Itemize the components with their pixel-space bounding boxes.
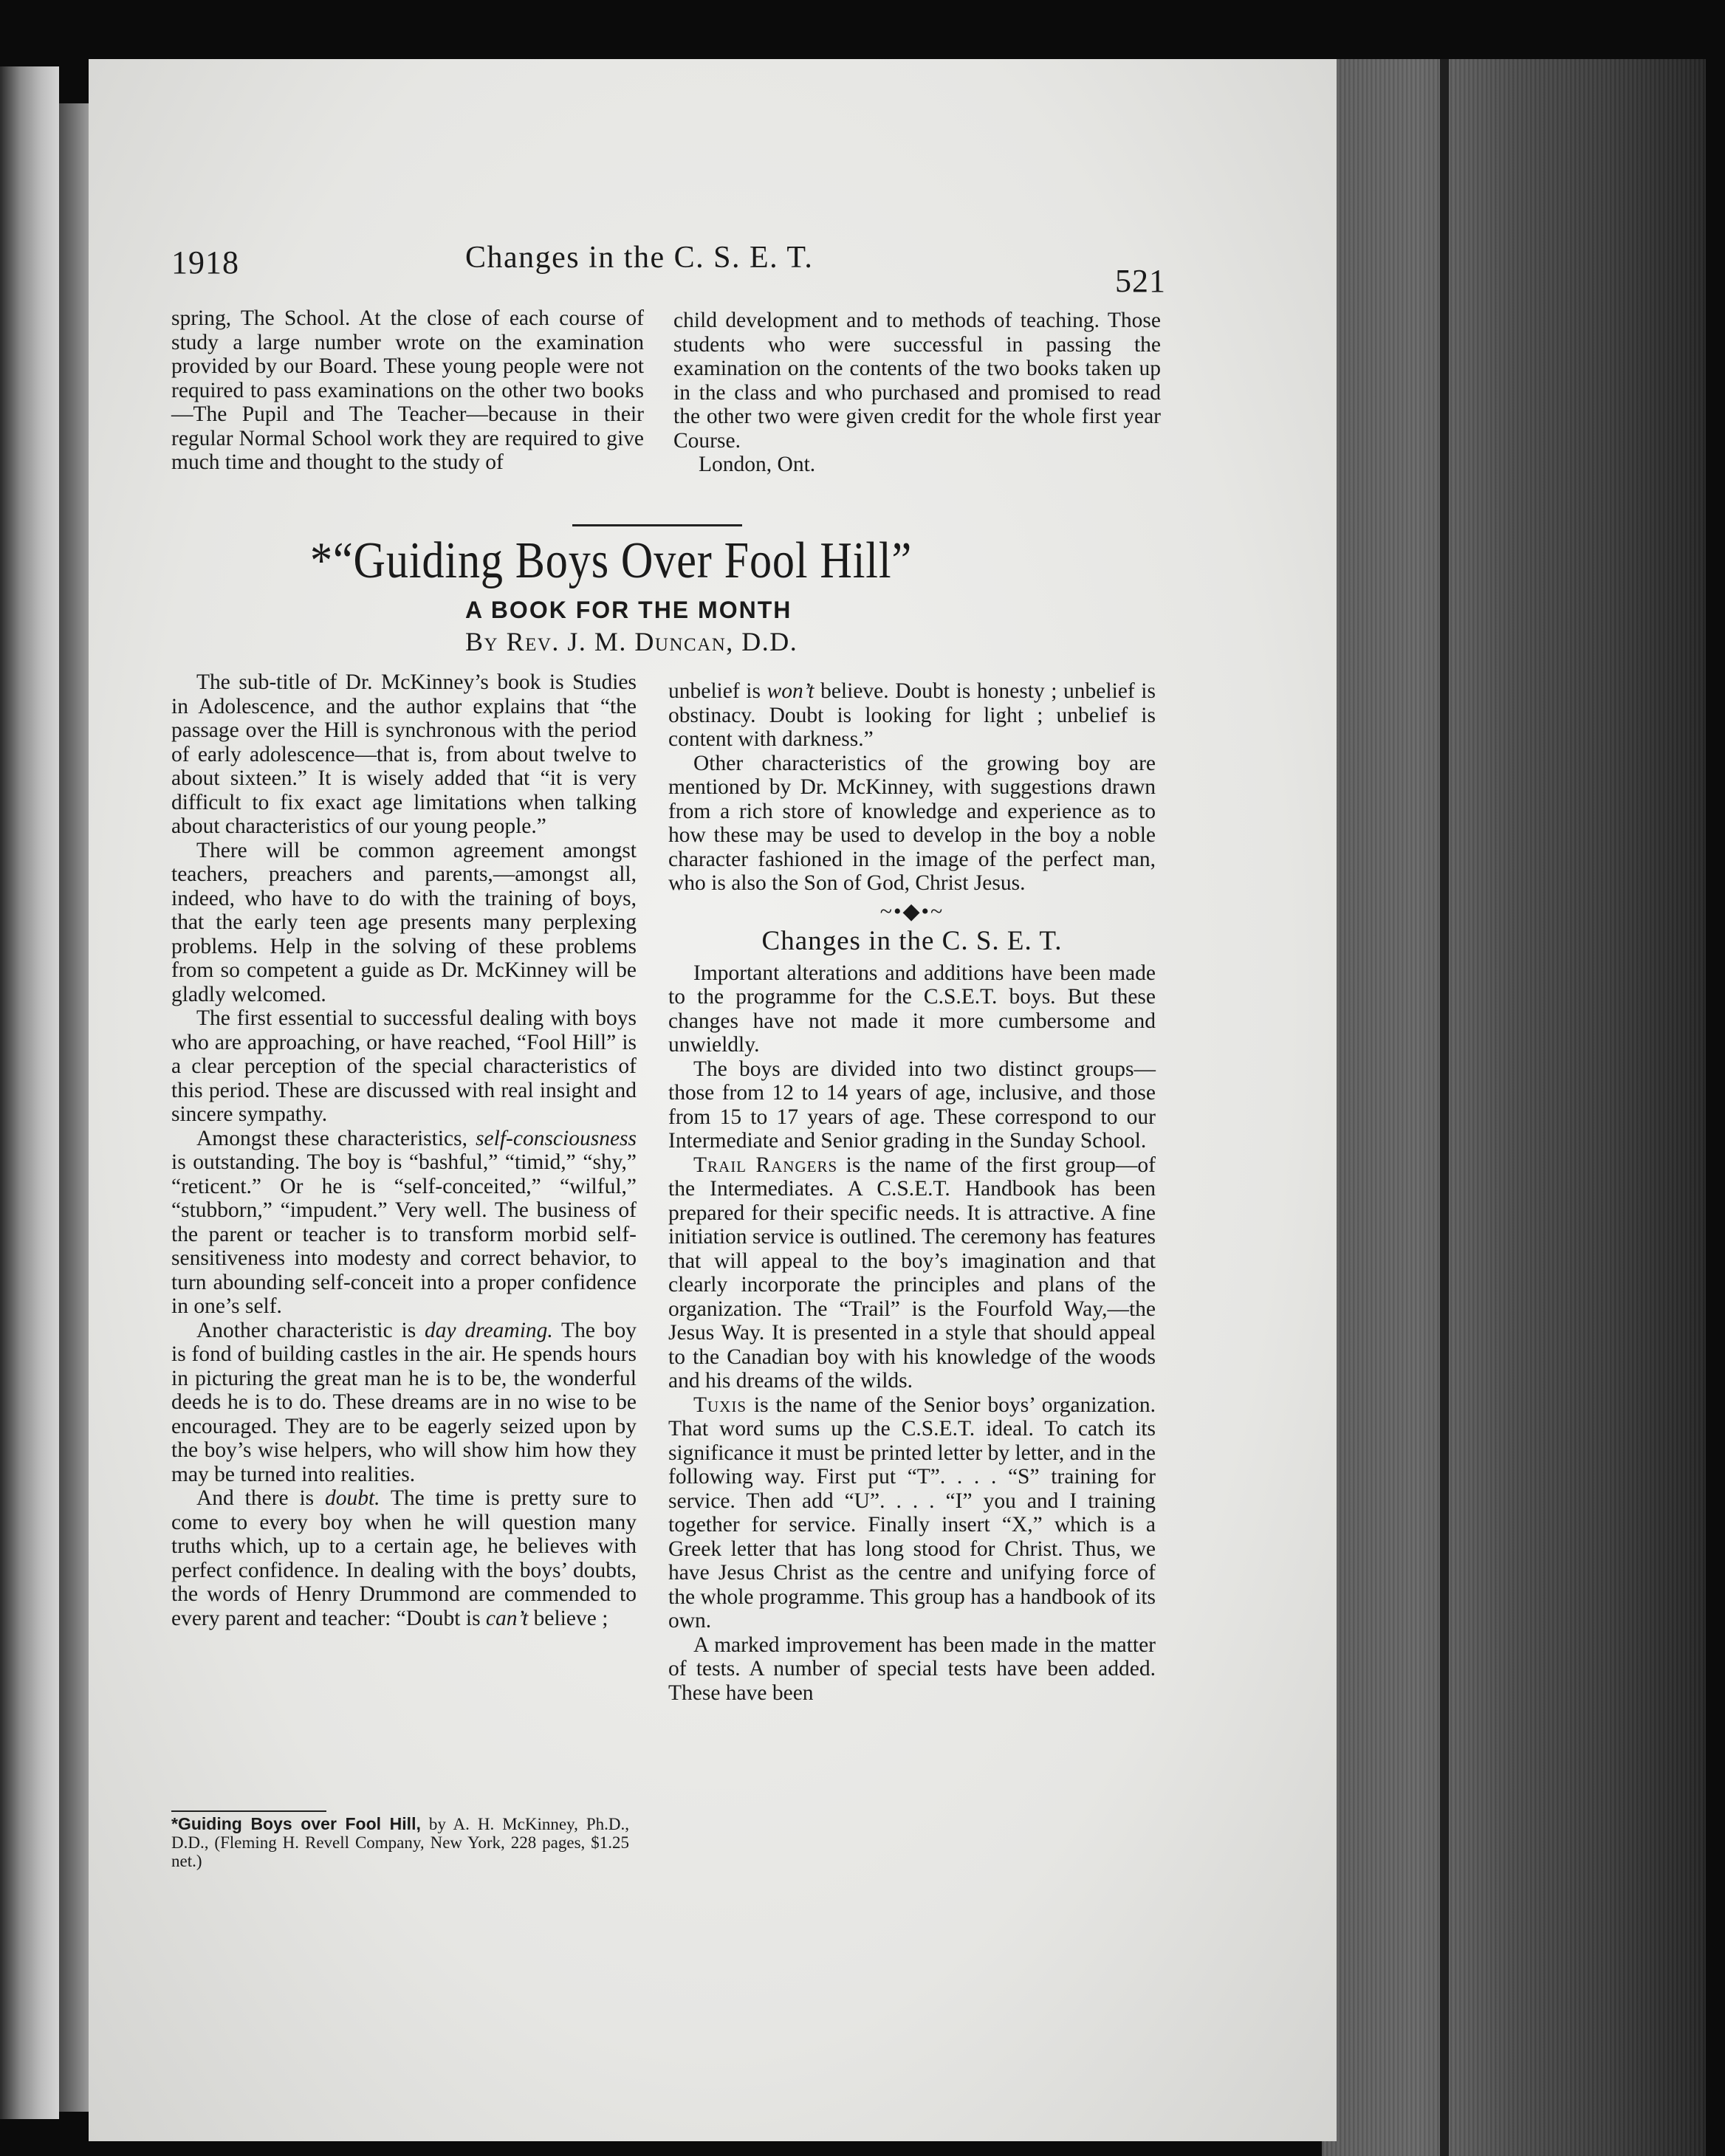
text-run: believe ; <box>528 1606 608 1630</box>
paragraph: spring, The School. At the close of each course of study a large number wrote on the examination provided by our Board. These young people were not required to pass examinations on the other two books—The Pupil and The Teacher—because in their regular Normal School work they are required to give much time and thought to the study of <box>171 306 644 474</box>
running-header-title: Changes in the C. S. E. T. <box>465 241 814 275</box>
text-run: unbelief is <box>668 679 767 703</box>
footnote-text: by A. H. McKinney, Ph.D., D.D., (Fleming H. Revell Company, New York, 228 pages, $1.25 net.) <box>171 1815 629 1870</box>
text-run: And there is <box>196 1486 325 1510</box>
text-run: Another characteristic is <box>196 1318 425 1342</box>
footnote <box>171 1815 629 1870</box>
paragraph <box>171 1127 637 1319</box>
paragraph: Important alterations and additions have been made to the programme for the C.S.E.T. boys. But these changes have not made it more cumbersome and unwieldly. <box>668 961 1156 1057</box>
group-name: Trail Rangers <box>693 1153 838 1177</box>
article-subtitle: A BOOK FOR THE MONTH <box>465 597 792 623</box>
text-run: is the name of the Senior boys’ organization. That word sums up the C.S.E.T. ideal. To catch its significance it must be printed letter by letter, and in the following way. First put “T”. . . . “S” training for service. Then add “U”. . . . “I” you and I training together for service. Finally insert “X,” which is a Greek letter that has long stood for Christ. Thus, we have Jesus Christ as the centre and unifying force of the whole programme. This group has a handbook of its own. <box>668 1393 1156 1633</box>
book-edge-shadow <box>1440 59 1449 2156</box>
paragraph <box>668 679 1156 752</box>
footnote-book-title: *Guiding Boys over Fool Hill, <box>171 1814 421 1833</box>
italic-term: self-consciousness <box>476 1126 637 1150</box>
paragraph <box>668 1153 1156 1393</box>
continued-text-left <box>171 306 644 475</box>
paragraph: The boys are divided into two distinct groups—those from 12 to 14 years of age, inclusive, and those from 15 to 17 years of age. These correspond to our Intermediate and Senior grading in the Sunday School. <box>668 1057 1156 1153</box>
page-number: 521 <box>1115 263 1166 299</box>
article-column-left <box>171 670 637 1630</box>
paragraph: The first essential to successful dealing with boys who are approaching, or have reached, “Fool Hill” is a clear perception of the special characteristics of this period. These are discussed with real insight and sincere sympathy. <box>171 1006 637 1126</box>
signature-location: London, Ont. <box>699 453 816 476</box>
paragraph: There will be common agreement amongst teachers, preachers and parents,—amongst all, indeed, who have to do with the training of boys, that the early teen age presents many perplexing problems. Help in the solving of these problems from so competent a guide as Dr. McKinney will be gladly welcomed. <box>171 838 637 1006</box>
paragraph: A marked improvement has been made in the matter of tests. A number of special tests have been added. These have been <box>668 1633 1156 1705</box>
section-heading: Changes in the C. S. E. T. <box>761 926 1063 956</box>
text-run: The time is pretty sure to come to every boy when he will question many truths which, up to a certain age, he believes with perfect confidence. In dealing with the boys’ doubts, the words of Henry Drummond are commended to every parent and teacher: “Doubt is <box>171 1486 637 1630</box>
footnote-rule <box>171 1810 326 1812</box>
ornament-divider: ~•◆•~ <box>879 899 944 924</box>
continued-text-right <box>673 309 1161 477</box>
italic-term: day dreaming. <box>425 1318 553 1342</box>
left-page-edge <box>0 66 59 2119</box>
paragraph: child development and to methods of teaching. Those students who were successful in passing the examination on the contents of the two books taken up in the class and who purchased and promised to read the other two were given credit for the whole first year Course. <box>673 309 1161 453</box>
paragraph: The sub-title of Dr. McKinney’s book is Studies in Adolescence, and the author explains that “the passage over the Hill is synchronous with the period of early adolescence—that is, from about twelve to about sixteen.” It is wisely added that “it is very difficult to fix exact age limitations when talking about characteristics of our young people.” <box>171 670 637 838</box>
text-run: The boy is fond of building castles in the air. He spends hours in picturing the great man he is to be, the wonderful deeds he is to do. These dreams are in no wise to be encouraged. They are to be eagerly seized upon by the boy’s wise helpers, who will show him how they may be turned into realities. <box>171 1318 637 1486</box>
paragraph <box>668 1393 1156 1633</box>
italic-term: doubt. <box>324 1486 380 1510</box>
article-byline: By Rev. J. M. Duncan, D.D. <box>465 627 798 656</box>
book-fore-edge <box>1322 59 1706 2156</box>
text-run: is the name of the first group—of the Intermediates. A C.S.E.T. Handbook has been prepared for their specific needs. It is attractive. A fine initiation service is outlined. The ceremony has features that will appeal to the boy’s imagination and that clearly incorporate the principles and plans of the organization. The “Trail” is the Fourfold Way,—the Jesus Way. It is presented in a style that should appeal to the Canadian boy with his knowledge of the woods and his dreams of the wilds. <box>668 1153 1156 1393</box>
paragraph: Other characteristics of the growing boy are mentioned by Dr. McKinney, with suggestions drawn from a rich store of knowledge and experience as to how these may be used to develop in the boy a noble character fashioned in the image of the perfect man, who is also the Son of God, Christ Jesus. <box>668 751 1156 895</box>
section-divider <box>572 524 742 526</box>
book-gutter <box>59 103 89 2112</box>
header-year: 1918 <box>171 244 239 281</box>
text-run: believe. Doubt is honesty ; unbelief is obstinacy. Doubt is looking for light ; unbelief is content with darkness.” <box>668 679 1156 751</box>
group-name: Tuxis <box>693 1393 747 1417</box>
text-run: is outstanding. The boy is “bashful,” “timid,” “shy,” “reticent.” Or he is “self-conceited,” “wilful,” “stubborn,” “impudent.” Very well. The business of the parent or teacher is to transform morbid self-sensitiveness into modesty and correct behavior, to turn abounding self-conceit into a proper confidence in one’s self. <box>171 1150 637 1318</box>
italic-term: can’t <box>485 1606 529 1630</box>
italic-term: won’t <box>767 679 815 703</box>
text-run: Amongst these characteristics, <box>196 1126 476 1150</box>
article-title: *“Guiding Boys Over Fool Hill” <box>310 532 913 589</box>
paragraph <box>171 1319 637 1487</box>
article-column-right <box>668 679 1156 1705</box>
paragraph <box>171 1486 637 1630</box>
